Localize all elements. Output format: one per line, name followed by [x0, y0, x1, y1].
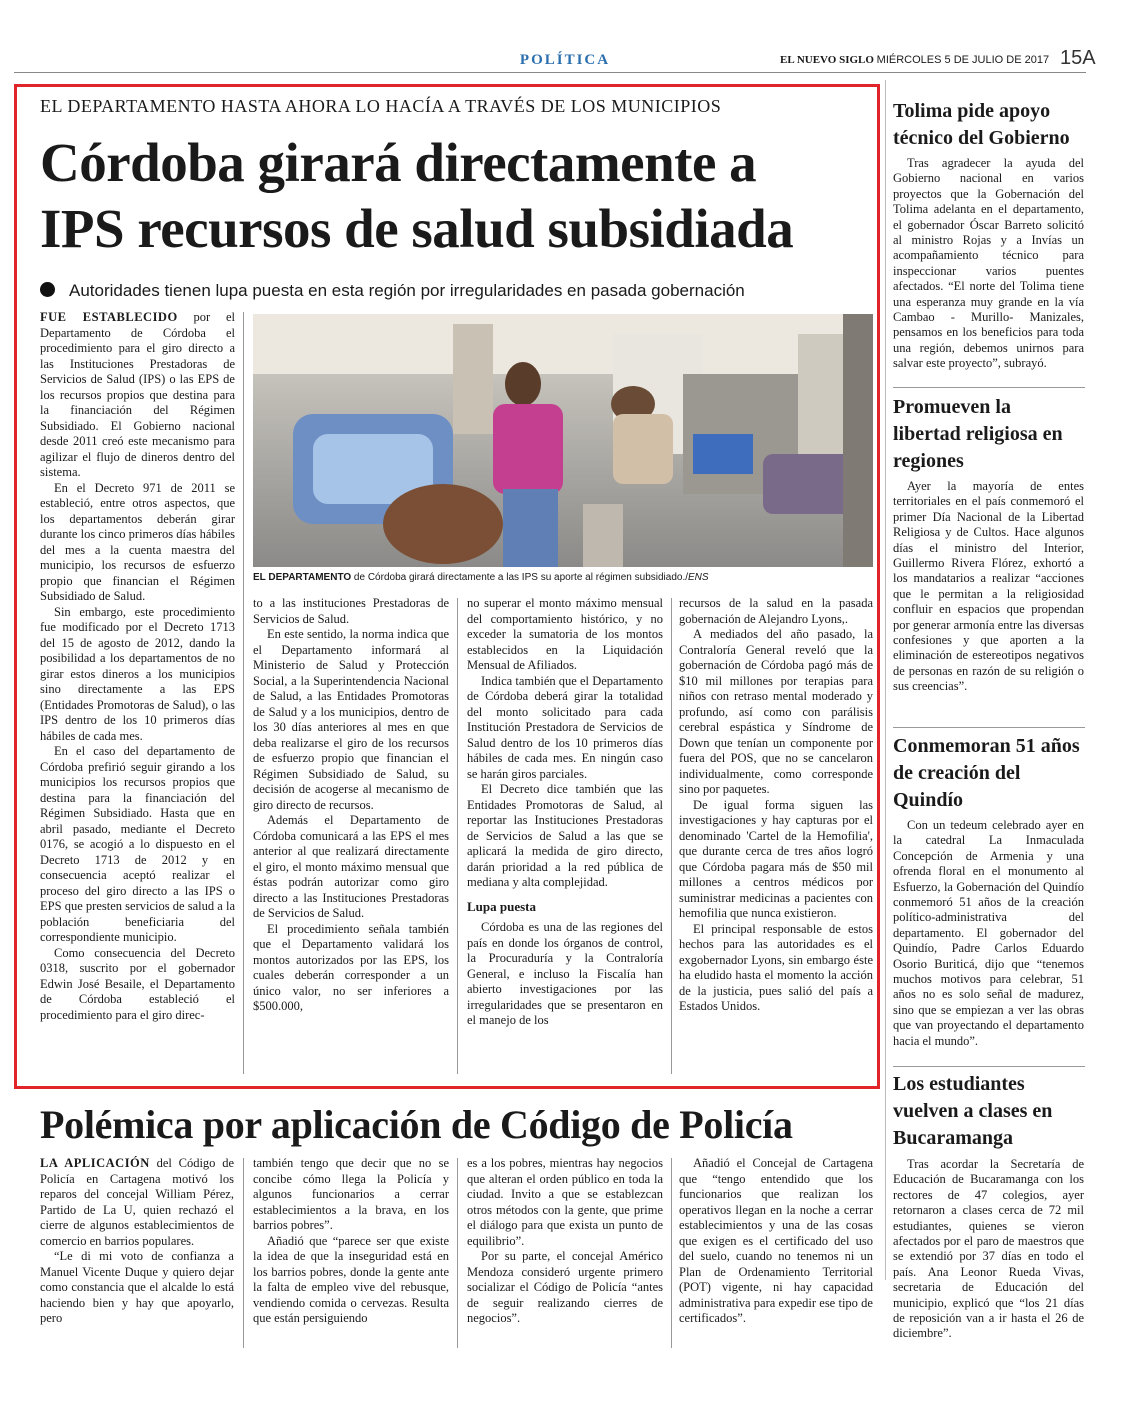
- paragraph: Añadió el Concejal de Cartagena que “tengo entendido que los funcionarios que realizan los operativos llegan en la noche a cerrar establecimientos y una de las cosas que exigen es el certificado del uso del suelo, cuando no tenemos ni un Plan de Ordenamiento Territorial (POT) vigente, ni hay capacidad administrativa para expedir ese tipo de certificados”.: [679, 1156, 873, 1325]
- lead-in: FUE ESTABLECIDO: [40, 310, 178, 324]
- hospital-photo: [253, 314, 873, 567]
- bottom-story-headline: Polémica por aplicación de Código de Policía: [40, 1102, 793, 1147]
- paragraph: “Le di mi voto de confianza a Manuel Vicente Duque y quiero dejar como constancia que el alcalde lo está haciendo bien y hay que apoyarlo, pero: [40, 1249, 234, 1325]
- paragraph: El Decreto dice también que las Entidades Promotoras de Salud, al reportar las Instituciones Prestadoras de Servicios de Salud a las que se aplicará la medida de giro directo, darán prioridad a la red pública de mediana y alta complejidad.: [467, 782, 663, 889]
- section-subhead: Lupa puesta: [467, 898, 536, 914]
- sidebar-rule: [893, 1066, 1085, 1067]
- paragraph: es a los pobres, mientras hay negocios que alteran el orden público en toda la ciudad. Invito a que se establezcan otros métodos con la gente, que prime el diálogo para que exista un punto de equilibrio”.: [467, 1156, 663, 1248]
- headline-line-2: IPS recursos de salud subsidiada: [40, 198, 794, 259]
- paragraph: no superar el monto máximo mensual del comportamiento histórico, y no exceder la sumatoria de los montos establecidos en la Liquidación Mensual de Afiliados.: [467, 596, 663, 672]
- paragraph: Córdoba es una de las regiones del país en donde los órganos de control, la Procuraduría y la Contraloría General, e incluso la Fiscalía han abierto investigaciones por las irregularidades que se presentaron en el manejo de los: [467, 920, 663, 1027]
- subheadline-text: Autoridades tienen lupa puesta en esta región por irregularidades en pasada gobernación: [69, 281, 745, 300]
- paragraph: A mediados del año pasado, la Contraloría General reveló que la gobernación de Córdoba pagó más de $10 mil millones por terapias para niños con retraso mental moderado y profundo, así como con parálisis cerebral espástica y Síndrome de Down que tenían un componente por fuera del POS, que no se cancelaron individualmente, como corresponde sino por paquetes.: [679, 627, 873, 796]
- sidebar-headline: Tolima pide apoyo técnico del Gobierno: [893, 100, 1070, 149]
- story-kicker: EL DEPARTAMENTO HASTA AHORA LO HACÍA A TRAVÉS DE LOS MUNICIPIOS: [40, 96, 722, 116]
- bullet-icon: [40, 282, 55, 297]
- paragraph: Por su parte, el concejal Américo Mendoza consideró urgente primero socializar el Código de Policía “antes de seguir realizando cierres de negocios”.: [467, 1249, 663, 1325]
- sidebar-article: [893, 1157, 1084, 1342]
- bottom-column-3: [467, 1156, 663, 1327]
- sidebar-headline: Conmemoran 51 años de creación del Quindío: [893, 735, 1080, 811]
- photo-caption: [253, 572, 873, 583]
- lead-text: por el Departamento de Córdoba el procedimiento para el giro directo a las Instituciones Prestadoras de Servicios de Salud (IPS) o las EPS de los recursos propios que destina para la financiación del Régimen Subsidiado. El Gobierno nacional desde 2011 creó este mecanismo para agilizar el flujo de dineros dentro del sistema.: [40, 310, 235, 479]
- sidebar-body: Tras acordar la Secretaría de Educación de Bucaramanga con los rectores de 47 colegios, ayer retornaron a clases cerca de 72 mil estudiantes, quienes se vieron afectados por el paro de maestros que se extendió por 37 días en todo el país. Ana Leonor Rueda Vivas, secretaria de Educación del municipio, explicó que “los 21 días de reposición van a ir hasta el 26 de diciembre”.: [893, 1157, 1084, 1341]
- paragraph: Indica también que el Departamento de Córdoba deberá girar la totalidad del monto solicitado para cada Institución Prestadora de Servicios de Salud dentro de los 10 primeros días hábiles de cada mes. En ningún caso se harán giros parciales.: [467, 673, 663, 781]
- lead-text: del Código de Policía en Cartagena motivó los reparos del concejal William Pérez, Partido de La U, quien rechazó el cierre de algunos establecimientos de comercio en barrios populares.: [40, 1156, 234, 1248]
- story-subheadline: [40, 281, 745, 301]
- paragraph: El principal responsable de estos hechos para las autoridades es el exgobernador Lyons, sin embargo éste ha eludido hasta el momento la acción de la justicia, pues salió del país a Estados Unidos.: [679, 921, 873, 1013]
- sidebar-rule: [893, 387, 1085, 388]
- paragraph: Sin embargo, este procedimiento fue modificado por el Decreto 1713 del 15 de agosto de 2012, dando la posibilidad a los departamentos de no girar estos dineros a los municipios sino directamente a las EPS (Entidades Promotoras de Salud), o las IPS dentro de los 10 primeros días hábiles de cada mes.: [40, 604, 235, 743]
- sidebar-body: Tras agradecer la ayuda del Gobierno nacional en varios proyectos que la Gobernación del Tolima adelanta en el departamento, el gobernador Óscar Barreto solicitó al ministro Rojas y a Invías un acompañamiento técnico para inspeccionar varios puentes afectados. “El norte del Tolima tiene una esperanza muy grande en la vía Cambao - Murillo- Manizales, pensamos en los beneficios para toda una región, debemos unirnos para salvar este proyecto”, subrayó.: [893, 156, 1084, 371]
- header-rule: [14, 72, 1086, 73]
- column-rule: [243, 1158, 244, 1348]
- column-rule: [457, 598, 458, 1074]
- sidebar-headline: Promueven la libertad religiosa en regiones: [893, 396, 1063, 472]
- hospital-ward-image: [253, 314, 873, 567]
- sidebar-body: Con un tedeum celebrado ayer en la catedral La Inmaculada Concepción de Armenia y una ofrenda floral en el monumento al Esfuerzo, la Gobernación del Quindío conmemoró 51 años de la creación político-administrativa del departamento. El gobernador del Quindío, Padre Carlos Eduardo Osorio Buriticá, dijo que “tenemos muchos motivos para celebrar, 51 años no es solo señal de madurez, sino que se empiezan a ver las obras que van proyectando el departamento hacia el mundo”.: [893, 818, 1084, 1048]
- newspaper-name: EL NUEVO SIGLO: [780, 54, 874, 66]
- paragraph: Como consecuencia del Decreto 0318, suscrito por el gobernador Edwin José Besaile, el Departamento de Córdoba estableció el procedimiento para el giro direc-: [40, 945, 235, 1022]
- main-column-4: [679, 596, 873, 1015]
- column-rule: [243, 312, 244, 1074]
- paragraph: también tengo que decir que no se concibe cómo llega la Policía y algunos funcionarios a cerrar establecimientos a la brava, en los barrios pobres”.: [253, 1156, 449, 1232]
- paragraph: Además el Departamento de Córdoba comunicará a las EPS el mes anterior al que realizará directamente el giro, el monto máximo mensual que éstas podrán autorizar como giro directo a las Instituciones Prestadoras de Servicios de Salud.: [253, 813, 449, 920]
- page-number: 15A: [1060, 47, 1096, 69]
- sidebar-headline: Los estudiantes vuelven a clases en Bucaramanga: [893, 1073, 1053, 1149]
- sidebar-article: [893, 479, 1084, 695]
- paragraph: En el Decreto 971 de 2011 se estableció, entre otros aspectos, que los departamentos deberán girar durante los cinco primeros días hábiles del mes a la cuenta maestra del municipio, los recursos de esfuerzo propio que financian el Régimen Subsidiado de Salud.: [40, 480, 235, 603]
- caption-lead: EL DEPARTAMENTO: [253, 572, 352, 583]
- headline-line-1: Córdoba girará directamente a: [40, 132, 757, 193]
- masthead: [780, 54, 1049, 66]
- column-rule: [457, 1158, 458, 1348]
- paragraph: De igual forma siguen las investigaciones y hay capturas por el denominado 'Cartel de la Hemofilia', que durante cerca de tres años logró que Córdoba pagara más de $50 mil millones a centros médicos por suministrar medicinas a pacientes con hemofilia que nunca existieron.: [679, 797, 873, 920]
- photo-credit: ENS: [688, 572, 709, 583]
- section-label: POLÍTICA: [519, 52, 611, 68]
- bottom-column-1: [40, 1156, 234, 1327]
- sidebar-divider: [885, 80, 886, 1280]
- issue-date: MIÉRCOLES 5 DE JULIO DE 2017: [876, 54, 1050, 66]
- paragraph: recursos de la salud en la pasada gobernación de Alejandro Lyons,.: [679, 596, 873, 626]
- paragraph: El procedimiento señala también que el Departamento validará los montos autorizados por las EPS, los cuales deberán corresponder a un único valor, no ser inferiores a $500.000,: [253, 921, 449, 1013]
- sidebar-article: [893, 156, 1084, 372]
- sidebar-body: Ayer la mayoría de entes territoriales en el país conmemoró el primer Día Nacional de la Libertad Religiosa y de Cultos. Hace algunos días el ministro del Interior, Guillermo Rivera Flórez, exhortó a los mandatarios a realizar “acciones que le permitan a la religiosidad confluir en espacios que propendan por generar armonía entre las diversas confesiones y que aporten a la eliminación de estereotipos negativos de personas en razón de su religión o sus creencias”.: [893, 479, 1084, 694]
- lead-in: LA APLICACIÓN: [40, 1156, 150, 1170]
- sidebar-article: [893, 818, 1084, 1049]
- main-column-2: [253, 596, 449, 1015]
- bottom-column-2: [253, 1156, 449, 1327]
- column-rule: [671, 1158, 672, 1348]
- paragraph: Añadió que “parece ser que existe la idea de que la inseguridad está en los barrios pobres, donde la gente ante la falta de empleo vive del rebusque, vendiendo comida o cervezas. Resulta que están persiguiendo: [253, 1233, 449, 1325]
- column-rule: [671, 598, 672, 1074]
- main-column-3: [467, 596, 663, 1029]
- paragraph: En el caso del departamento de Córdoba prefirió seguir girando a los municipios los recursos propios que destina para la financiación del Régimen Subsidiado. Hasta que en abril pasado, mediante el Decreto 0176, se acogió a lo dispuesto en el Decreto 1713 de 2012 y en consecuencia aceptó realizar el proceso del giro directo a las IPS o EPS que presten servicios de salud a la población beneficiaria del correspondiente municipio.: [40, 744, 235, 944]
- story-headline: [40, 130, 880, 262]
- paragraph: to a las instituciones Prestadoras de Servicios de Salud.: [253, 596, 449, 626]
- paragraph: [40, 1156, 234, 1249]
- paragraph: [40, 310, 235, 481]
- sidebar-rule: [893, 727, 1085, 728]
- bottom-column-4: [679, 1156, 873, 1327]
- caption-text: de Córdoba girará directamente a las IPS su aporte al régimen subsidiado./: [351, 572, 689, 583]
- paragraph: En este sentido, la norma indica que el Departamento informará al Ministerio de Salud y Protección Social, a la Superintendencia Nacional de Salud, a las Entidades Promotoras de Salud y a los municipios, dentro de los 30 días anteriores al mes en que deba realizarse el giro de los recursos de esfuerzo propio que financian el Régimen Subsidiado de Salud, su decisión de acogerse al mecanismo de giro directo de recursos.: [253, 627, 449, 812]
- main-column-1: [40, 310, 235, 1023]
